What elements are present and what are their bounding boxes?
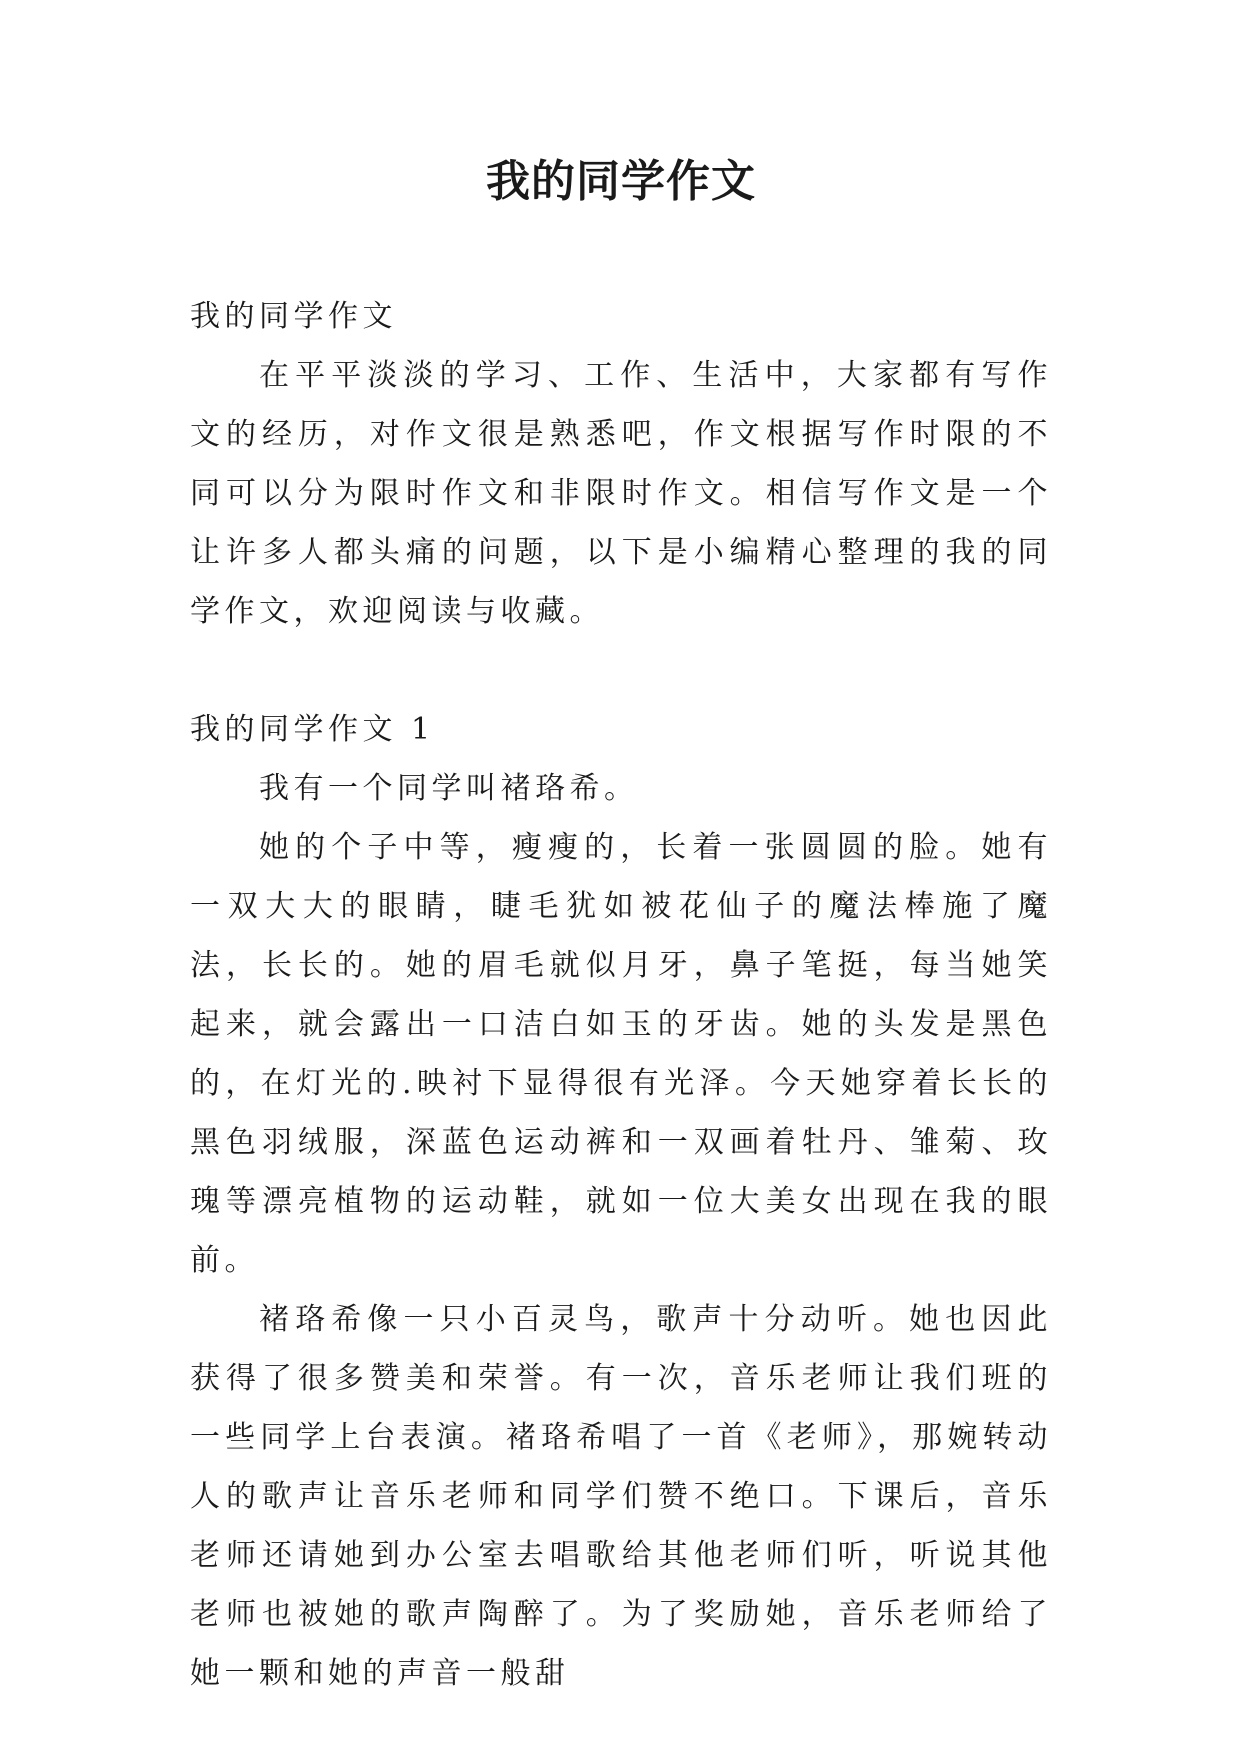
- intro-paragraph: 在平平淡淡的学习、工作、生活中，大家都有写作文的经历，对作文很是熟悉吧，作文根据写作时限的不同可以分为限时作文和非限时作文。相信写作文是一个让许多人都头痛的问题，以下是小编精心整理的我的同学作文，欢迎阅读与收藏。: [190, 358, 1052, 629]
- section-spacer: [190, 641, 1052, 700]
- intro-heading: 我的同学作文: [190, 299, 397, 334]
- document-title: 我的同学作文: [486, 156, 756, 207]
- body-paragraph: 褚珞希像一只小百灵鸟，歌声十分动听。她也因此获得了很多赞美和荣誉。有一次，音乐老师让我们班的一些同学上台表演。褚珞希唱了一首《老师》，那婉转动人的歌声让音乐老师和同学们赞不绝口。下课后，音乐老师还请她到办公室去唱歌给其他老师们听，听说其他老师也被她的歌声陶醉了。为了奖励她，音乐老师给了她一颗和她的声音一般甜: [190, 1302, 1052, 1691]
- section-heading: 我的同学作文 1: [190, 712, 435, 747]
- body-paragraph: 她的个子中等，瘦瘦的，长着一张圆圆的脸。她有一双大大的眼睛，睫毛犹如被花仙子的魔法棒施了魔法，长长的。她的眉毛就似月牙，鼻子笔挺，每当她笑起来，就会露出一口洁白如玉的牙齿。她的头发是黑色的，在灯光的.映衬下显得很有光泽。今天她穿着长长的黑色羽绒服，深蓝色运动裤和一双画着牡丹、雏菊、玫瑰等漂亮植物的运动鞋，就如一位大美女出现在我的眼前。: [190, 830, 1052, 1278]
- body-paragraph: 我有一个同学叫褚珞希。: [259, 771, 639, 806]
- document-body: [190, 287, 1052, 1703]
